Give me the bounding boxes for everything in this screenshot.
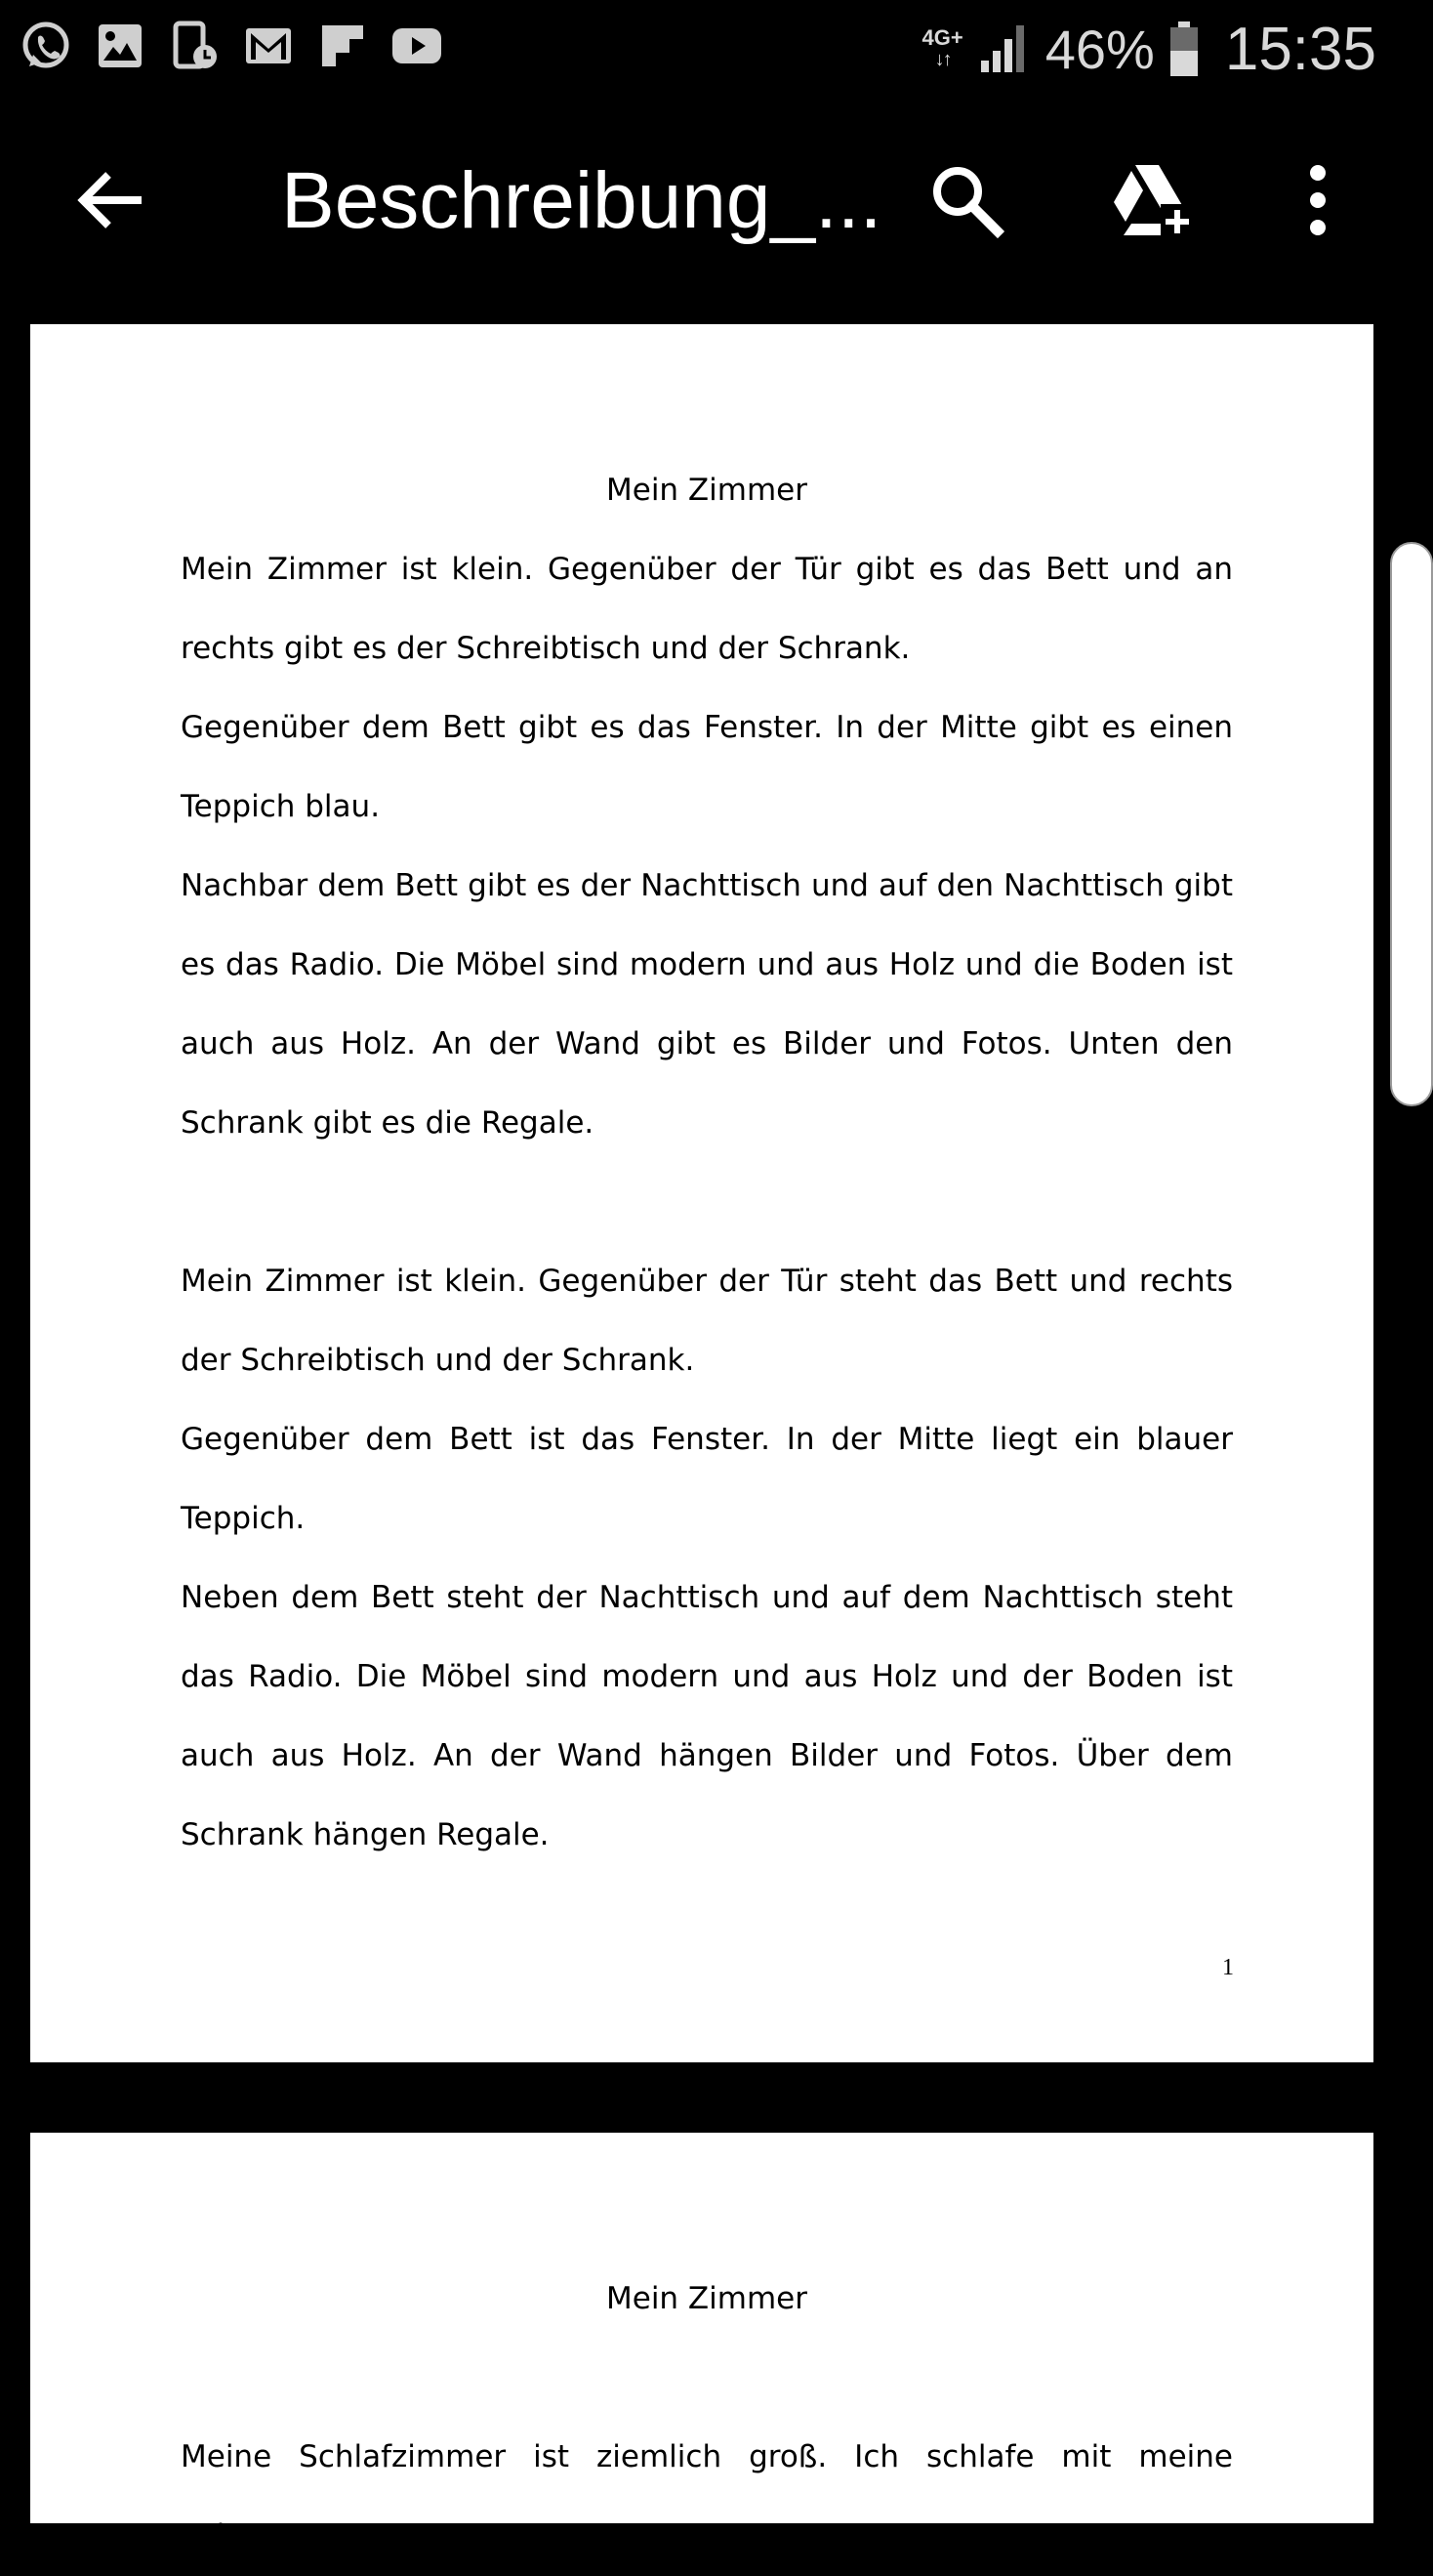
page-heading: Mein Zimmer xyxy=(606,2281,807,2316)
document-page xyxy=(30,324,1373,2062)
back-button[interactable] xyxy=(54,146,171,254)
battery-percentage: 46% xyxy=(1044,18,1155,80)
more-options-button[interactable] xyxy=(1269,151,1367,249)
device-sync-icon xyxy=(168,20,221,72)
blank-line xyxy=(181,1163,1233,1242)
search-button[interactable] xyxy=(918,151,1015,249)
page-content xyxy=(181,451,1233,1875)
more-vert-icon xyxy=(1306,163,1330,237)
blank-line xyxy=(181,2339,1233,2418)
page-number: 1 xyxy=(1222,1955,1234,1980)
paragraph: Neben dem Bett steht der Nachttisch und auf dem Nachttisch steht das Radio. Die Möbel sind modern und aus Holz und der Boden ist auch aus Holz. An der Wand hängen Bilder und Fotos. Über dem Schrank hängen Regale. xyxy=(181,1580,1233,1852)
paragraph: Mein Zimmer ist klein. Gegenüber der Tür gibt es das Bett und an rechts gibt es der Schreibtisch und der Schrank. xyxy=(181,552,1233,666)
paragraph: Nachbar dem Bett gibt es der Nachttisch und auf den Nachttisch gibt es das Radio. Die Möbel sind modern und aus Holz und die Boden ist auch aus Holz. An der Wand gibt es Bilder und Fotos. Unten den Schrank gibt es die Regale. xyxy=(181,868,1233,1141)
add-to-drive-button[interactable] xyxy=(1103,151,1201,249)
whatsapp-icon xyxy=(20,20,72,72)
drive-add-icon xyxy=(1108,161,1196,239)
page-heading: Mein Zimmer xyxy=(606,473,807,508)
signal-icon xyxy=(977,21,1032,76)
fast-scroll-handle[interactable] xyxy=(1390,542,1433,1106)
youtube-icon xyxy=(390,20,443,72)
paragraph: Mein Zimmer ist klein. Gegenüber der Tür steht das Bett und rechts der Schreibtisch und der Schrank. xyxy=(181,1264,1233,1378)
paragraph: Gegenüber dem Bett gibt es das Fenster. In der Mitte gibt es einen Teppich blau. xyxy=(181,710,1233,824)
notification-icons xyxy=(20,20,443,72)
data-arrows-icon: ↓↑ xyxy=(934,49,951,70)
arrow-back-icon xyxy=(77,169,147,231)
network-type: 4G+ xyxy=(921,25,963,50)
status-bar xyxy=(0,0,1406,98)
gmail-icon xyxy=(242,20,295,72)
gallery-icon xyxy=(94,20,146,72)
paragraph: Meine Schlafzimmer ist ziemlich groß. Ich schlafe mit meine Schwester. Es xyxy=(181,2439,1233,2554)
flipboard-icon xyxy=(316,20,369,72)
battery-icon xyxy=(1168,20,1200,78)
document-page xyxy=(30,2133,1373,2554)
document-title: Beschreibung_... xyxy=(281,156,882,245)
system-status xyxy=(922,10,1376,88)
app-toolbar xyxy=(0,98,1406,322)
paragraph: Gegenüber dem Bett ist das Fenster. In der Mitte liegt ein blauer Teppich. xyxy=(181,1422,1233,1536)
page-content xyxy=(181,2260,1233,2576)
network-indicator xyxy=(922,27,963,70)
search-icon xyxy=(929,163,1003,237)
clock: 15:35 xyxy=(1224,15,1376,83)
